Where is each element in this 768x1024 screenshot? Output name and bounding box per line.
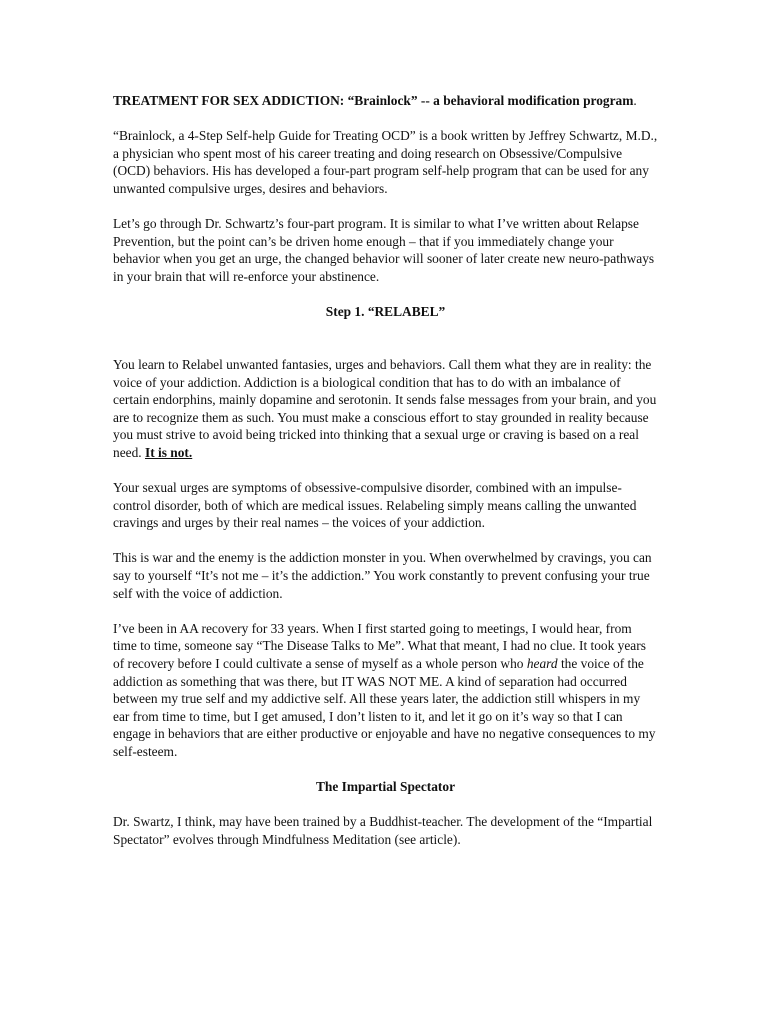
document-title-period: . [633, 93, 637, 108]
aa-paragraph-before: I’ve been in AA recovery for 33 years. When I first started going to meetings, I would hear, from time to time, someone say “The Disease Talks to Me”. What that meant, I had no clue. It took years of recovery before I could cultivate a sense of myself as a whole person who [113, 620, 646, 671]
relabel-emphasis: It is not. [144, 444, 193, 460]
spectator-heading: The Impartial Spectator [315, 779, 456, 795]
aa-paragraph-italic: heard [526, 656, 558, 671]
symptoms-paragraph: Your sexual urges are symptoms of obsessive-compulsive disorder, combined with an impulse-control disorder, both of which are medical issues. Relabeling simply means calling the unwanted cravings and urges by their real names – the voices of your addiction. [113, 480, 637, 531]
document-title-text: TREATMENT FOR SEX ADDICTION: “Brainlock” -- a behavioral modification program [113, 93, 634, 108]
intro-paragraph: “Brainlock, a 4-Step Self-help Guide for Treating OCD” is a book written by Jeffrey Schwartz, M.D., a physician who spent most of his career treating and doing research on Obsessive/Compulsive (OCD) behaviors. His has developed a four-part program self-help program that can be used for any unwanted compulsive urges, desires and behaviors. [113, 128, 658, 196]
program-paragraph: Let’s go through Dr. Schwartz’s four-part program. It is similar to what I’ve written about Relapse Prevention, but the point can’s be driven home enough – that if you immediately change your behavior when you get an urge, the changed behavior will sooner of later create new neuro-pathways in your brain that will re-enforce your abstinence. [113, 216, 655, 284]
aa-paragraph [113, 620, 658, 761]
war-paragraph: This is war and the enemy is the addiction monster in you. When overwhelmed by cravings, you can say to yourself “It’s not me – it’s the addiction.” You work constantly to prevent confusing your true self with the voice of addiction. [113, 550, 652, 601]
document-title [113, 92, 658, 110]
step1-heading: Step 1. “RELABEL” [325, 304, 446, 320]
document-body [113, 88, 658, 866]
spectator-paragraph: Dr. Swartz, I think, may have been trained by a Buddhist-teacher. The development of the “Impartial Spectator” evolves through Mindfulness Meditation (see article). [113, 814, 653, 847]
relabel-paragraph [113, 356, 658, 462]
aa-paragraph-after: the voice of the addiction as something that was there, but IT WAS NOT ME. A kind of separation had occurred between my true self and my addictive self. All these years later, the addiction still whispers in my ear from time to time, but I get amused, I don’t listen to it, and let it go on it’s way so that I can engage in behaviors that are either productive or enjoyable and have no negative consequences to my self-esteem. [113, 656, 656, 759]
relabel-paragraph-text: You learn to Relabel unwanted fantasies, urges and behaviors. Call them what they are in reality: the voice of your addiction. Addiction is a biological condition that has to do with an imbalance of certain endorphins, mainly dopamine and serotonin. It sends false messages from your brain, and you are to recognize them as such. You must make a conscious effort to stay grounded in reality because you must strive to avoid being tricked into thinking that a sexual urge or craving is based on a real need. [113, 356, 657, 460]
